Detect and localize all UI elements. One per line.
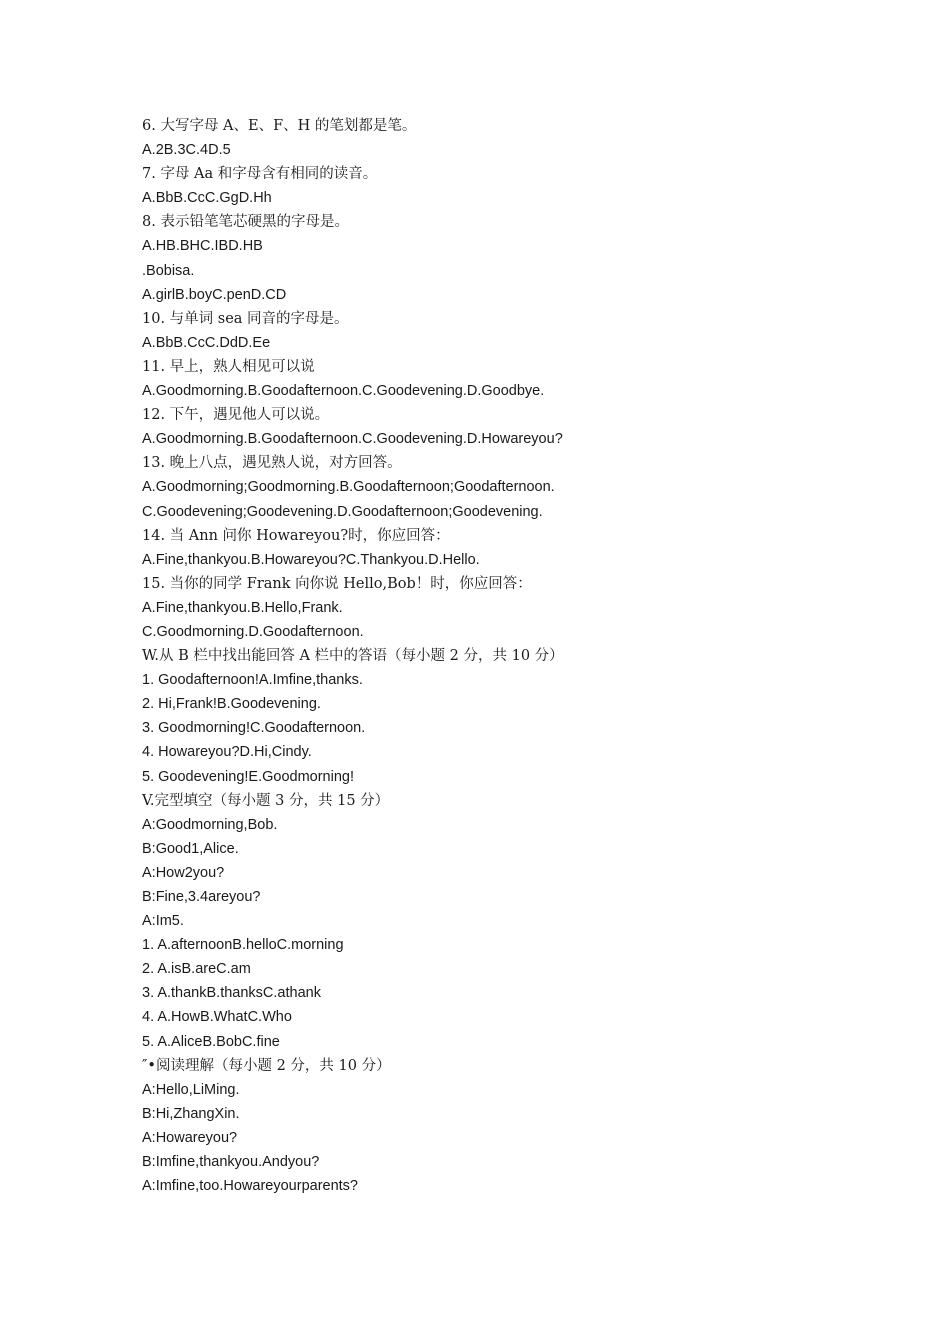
options-11: A.Goodmorning.B.Goodafternoon.C.Goodevening.D.Goodbye. — [142, 383, 545, 400]
section-cloze-heading: V.完型填空（每小题 3 分，共 15 分） — [142, 792, 390, 809]
reading-dialogue-line: B:Imfine,thankyou.Andyou? — [142, 1154, 320, 1171]
cloze-option-3: 3. A.thankB.thanksC.athank — [142, 985, 321, 1002]
question-13: 13. 晚上八点，遇见熟人说，对方回答。 — [142, 455, 402, 472]
question-15: 15. 当你的同学 Frank 向你说 Hello,Bob！时，你应回答： — [142, 575, 532, 592]
options-13-cd: C.Goodevening;Goodevening.D.Goodafternoon;Goodevening. — [142, 503, 543, 520]
reading-dialogue-line: B:Hi,ZhangXin. — [142, 1105, 240, 1122]
question-12: 12. 下午，遇见他人可以说。 — [142, 407, 330, 424]
cloze-dialogue-line: B:Fine,3.4areyou? — [142, 889, 261, 905]
options-9: A.girlB.boyC.penD.CD — [142, 286, 287, 303]
matching-item-2: 2. Hi,Frank!B.Goodevening. — [142, 696, 321, 713]
options-13-ab: A.Goodmorning;Goodmorning.B.Goodafternoon;Goodafternoon. — [142, 479, 555, 496]
options-15-cd: C.Goodmorning.D.Goodafternoon. — [142, 623, 364, 640]
cloze-dialogue-line: A:Goodmorning,Bob. — [142, 816, 278, 833]
question-7: 7. 字母 Aa 和字母含有相同的读音。 — [142, 166, 378, 183]
reading-dialogue-line: A:Hello,LiMing. — [142, 1081, 240, 1098]
question-10: 10. 与单词 sea 同音的字母是。 — [142, 310, 349, 327]
section-reading-heading: ″•阅读理解（每小题 2 分，共 10 分） — [142, 1057, 391, 1074]
options-15-ab: A.Fine,thankyou.B.Hello,Frank. — [142, 599, 343, 616]
question-14: 14. 当 Ann 问你 Howareyou?时，你应回答： — [142, 527, 450, 544]
reading-dialogue-line: A:Imfine,too.Howareyourparents? — [142, 1178, 358, 1195]
matching-item-3: 3. Goodmorning!C.Goodafternoon. — [142, 720, 366, 737]
matching-item-5: 5. Goodevening!E.Goodmorning! — [142, 768, 354, 785]
matching-item-4: 4. Howareyou?D.Hi,Cindy. — [142, 744, 312, 761]
question-9: .Bobisa. — [142, 262, 195, 279]
options-12: A.Goodmorning.B.Goodafternoon.C.Goodevening.D.Howareyou? — [142, 431, 563, 448]
cloze-dialogue-line: B:Good1,Alice. — [142, 840, 239, 857]
cloze-option-4: 4. A.HowB.WhatC.Who — [142, 1009, 292, 1026]
cloze-option-2: 2. A.isB.areC.am — [142, 961, 251, 978]
options-14: A.Fine,thankyou.B.Howareyou?C.Thankyou.D.Hello. — [142, 551, 480, 568]
options-6: A.2B.3C.4D.5 — [142, 142, 231, 159]
question-8: 8. 表示铅笔笔芯硬黑的字母是。 — [142, 214, 349, 231]
options-8: A.HB.BHC.IBD.HB — [142, 238, 263, 255]
cloze-option-5: 5. A.AliceB.BobC.fine — [142, 1033, 280, 1050]
document-page — [142, 114, 842, 1198]
cloze-dialogue-line: A:How2you? — [142, 864, 225, 881]
question-6: 6. 大写字母 A、E、F、H 的笔划都是笔。 — [142, 118, 417, 134]
question-11: 11. 早上，熟人相见可以说 — [142, 358, 315, 375]
cloze-dialogue-line: A:Im5. — [142, 913, 184, 930]
reading-dialogue-line: A:Howareyou? — [142, 1129, 238, 1146]
matching-item-1: 1. Goodafternoon!A.Imfine,thanks. — [142, 672, 363, 689]
options-10: A.BbB.CcC.DdD.Ee — [142, 334, 271, 351]
options-7: A.BbB.CcC.GgD.Hh — [142, 190, 272, 207]
cloze-option-1: 1. A.afternoonB.helloC.morning — [142, 937, 344, 954]
section-matching-heading: W.从 B 栏中找出能回答 A 栏中的答语（每小题 2 分，共 10 分） — [142, 648, 564, 665]
